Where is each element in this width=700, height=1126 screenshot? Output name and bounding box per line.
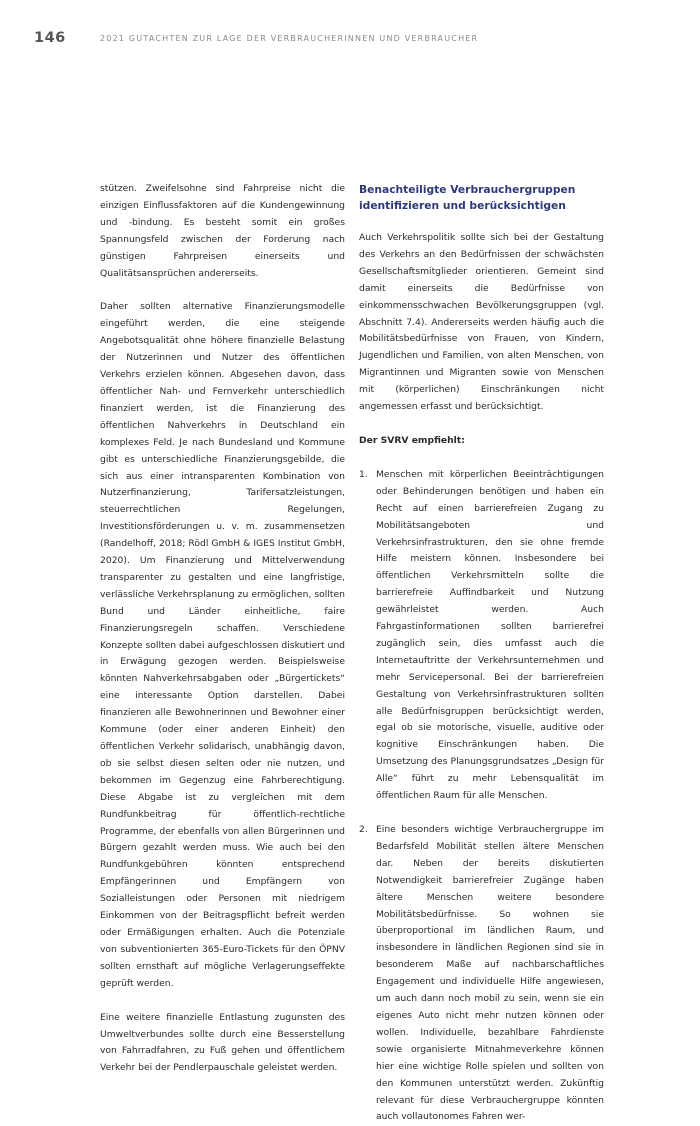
- recommendation-list: [359, 467, 604, 1126]
- recommendation-heading: Der SVRV empfiehlt:: [359, 434, 465, 446]
- intro-paragraph: Auch Verkehrspolitik sollte sich bei der Gestaltung des Verkehrs an den Bedürfnissen der schwächsten Gesellschaftsmitglieder orientieren. Gemeint sind damit einerseits die Bedürfnisse von einkommensschwachen Bevölkerungsgruppen (vgl. Abschnitt 7.4). Andererseits werden häufig auch die Mobilitätsbedürfnisse von Frauen, von Kindern, Jugendlichen und Familien, von alten Menschen, von Migrantinnen und Migranten sowie von Menschen mit (körperlichen) Einschränkungen nicht angemessen erfasst und berücksichtigt.: [359, 232, 604, 413]
- running-title: 2021 GUTACHTEN ZUR LAGE DER VERBRAUCHERINNEN UND VERBRAUCHER: [100, 34, 479, 43]
- recommendation-item: [359, 822, 604, 1126]
- body-paragraph: stützen. Zweifelsohne sind Fahrpreise nicht die einzigen Einflussfaktoren auf die Kundengewinnung und -bindung. Es besteht somit ein großes Spannungsfeld zwischen der Forderung nach günstigen Fahrpreisen einerseits und Qualitätsansprüchen andererseits.: [100, 183, 345, 279]
- right-column: [359, 181, 604, 1126]
- section-heading: Benachteiligte Verbrauchergruppen identifizieren und berücksichtigen: [359, 183, 576, 212]
- recommendation-item: [359, 467, 604, 805]
- page-number: 146: [34, 30, 66, 46]
- item-text: Menschen mit körperlichen Beeinträchtigungen oder Behinderungen benötigen und haben ein Recht auf einen barrierefreien Zugang zu Mobilitätsangeboten und Verkehrsinfrastrukturen, den sie ohne fremde Hilfe meistern können. Insbesondere bei öffentlichen Verkehrsmitteln sollte die barrierefreie Auffindbarkeit und Nutzung gewährleistet werden. Auch Fahrgastinformationen sollten barrierefrei zugänglich sein, dies umfasst auch die Internetauftritte der Verkehrsunternehmen und mehr Servicepersonal. Bei der barrierefreien Gestaltung von Verkehrsinfrastrukturen sollten alle Bedürfnisgruppen berücksichtigt werden, egal ob sie motorische, visuelle, auditive oder kognitive Einschränkungen haben. Die Umsetzung des Planungsgrundsatzes „Design für Alle“ führt zu mehr Lebensqualität im öffentlichen Raum für alle Menschen.: [376, 468, 604, 802]
- body-paragraph: Daher sollten alternative Finanzierungsmodelle eingeführt werden, die eine steigende Angebotsqualität ohne höhere finanzielle Belastung der Nutzerinnen und Nutzer des öffentlichen Verkehrs erzielen können. Abgesehen davon, dass öffentlicher Nah- und Fernverkehr unterschiedlich finanziert werden, ist die Finanzierung des öffentlichen Nahverkehrs in Deutschland ein komplexes Feld. Je nach Bundesland und Kommune gibt es unterschiedliche Finanzierungsgebilde, die sich aus einer intransparenten Kombination von Nutzerfinanzierung, Tarifersatzleistungen, steuerrechtlichen Regelungen, Investitionsförderungen u. v. m. zusammensetzen (Randelhoff, 2018; Rödl GmbH & IGES Institut GmbH, 2020). Um Finanzierung und Mittelverwendung transparenter zu gestalten und eine langfristige, verlässliche Verkehrsplanung zu ermöglichen, sollten Bund und Länder einheitliche, faire Finanzierungsregeln schaffen. Verschiedene Konzepte sollten dabei aufgeschlossen diskutiert und in Erwägung gezogen werden. Beispielsweise könnten Nahverkehrsabgaben oder „Bürgertickets“ eine interessante Option darstellen. Dabei finanzieren alle Bewohnerinnen und Bewohner einer Kommune (oder einer anderen Einheit) den öffentlichen Verkehr solidarisch, unabhängig davon, ob sie selbst diesen selten oder nie nutzen, und bekommen im Gegenzug eine Fahrberechtigung. Diese Abgabe ist zu vergleichen mit dem Rundfunkbeitrag für öffentlich-rechtliche Programme, der ebenfalls von allen Bürgerinnen und Bürgern gezahlt werden muss. Wie auch bei den Rundfunkgebühren könnten entsprechend Empfängerinnen und Empfängern von Sozialleistungen oder Personen mit niedrigem Einkommen von der Beitragspflicht befreit werden oder Ermäßigungen erhalten. Auch die Potenziale von subventionierten 365-Euro-Tickets für den ÖPNV sollten ernsthaft auf mögliche Verlagerungseffekte geprüft werden.: [100, 301, 346, 989]
- item-text: Eine besonders wichtige Verbrauchergruppe im Bedarfsfeld Mobilität stellen ältere Menschen dar. Neben der bereits diskutierten Notwendigkeit barrierefreier Zugänge haben ältere Menschen weitere besondere Mobilitätsbedürfnisse. So wohnen sie überproportional im ländlichen Raum, und insbesondere in ländlichen Regionen sind sie in besonderem Maße auf nachbarschaftliches Engagement und individuelle Hilfe angewiesen, um auch dann noch mobil zu sein, wenn sie ein eigenes Auto nicht mehr nutzen können oder wollen. Individuelle, bezahlbare Fahrdienste sowie organisierte Mitnahmeverkehre können hier eine wichtige Rolle spielen und sollten von den Kommunen unterstützt werden. Zukünftig relevant für diese Verbrauchergruppe könnten auch vollautonomes Fahren wer-: [376, 824, 604, 1123]
- left-column: [100, 181, 345, 1077]
- item-number: 2.: [359, 824, 368, 835]
- item-number: 1.: [359, 468, 368, 480]
- body-paragraph: Eine weitere finanzielle Entlastung zugunsten des Umweltverbundes sollte durch eine Besserstellung von Fahrradfahren, zu Fuß gehen und öffentlichem Verkehr bei der Pendlerpauschale geleistet werden.: [100, 1011, 345, 1074]
